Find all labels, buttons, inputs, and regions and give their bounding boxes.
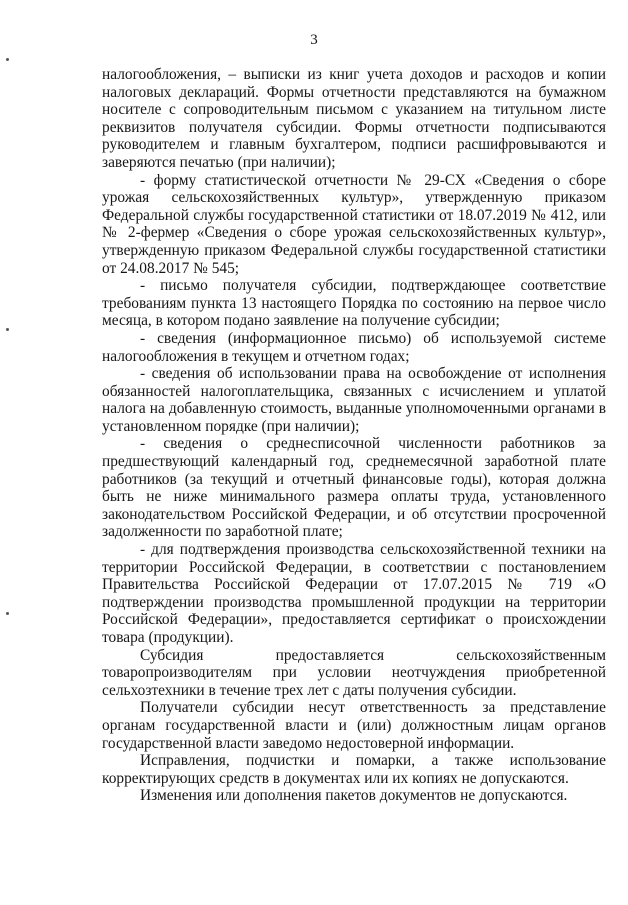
paragraph: - форму статистической отчетности № 29-СХ «Сведения о сборе урожая сельскохозяйственных культур», утвержденную приказом Федеральной службы государственной статистики от 18.07.2019 № 412, или № 2-фермер «Сведения о сборе урожая сельскохозяйственных культур», утвержденную приказом Федеральной службы государственной статистики от 24.08.2017 № 545;: [102, 171, 606, 277]
scan-speck: [6, 58, 9, 61]
paragraph: - сведения о среднесписочной численности работников за предшествующий календарный год, среднемесячной заработной плате работников (за текущий и отчетный финансовые годы), которая должна быть не ниже минимального размера оплаты труда, установленного законодательством Российской Федерации, и об отсутствии просроченной задолженности по заработной плате;: [102, 435, 606, 541]
paragraph: Изменения или дополнения пакетов документов не допускаются.: [140, 787, 568, 805]
paragraph: - для подтверждения производства сельскохозяйственной техники на территории Российской Федерации, в соответствии с постановлением Правительства Российской Федерации от 17.07.2015 № 719 «О подтверждении производства промышленной продукции на территории Российской Федерации», предоставляется сертификат о происхождении товара (продукции).: [102, 541, 606, 646]
paragraph: Исправления, подчистки и помарки, а также использование корректирующих средств в документах или их копиях не допускаются.: [102, 752, 606, 787]
page-number: 3: [310, 32, 318, 48]
paragraph: налогообложения, – выписки из книг учета доходов и расходов и копии налоговых деклараций. Формы отчетности представляются на бумажном носителе с сопроводительным письмом с указанием на титульном листе реквизитов получателя субсидии. Формы отчетности подписываются руководителем и главным бухгалтером, подписи расшифровываются и заверяются печатью (при наличии);: [102, 66, 606, 171]
paragraph: - сведения (информационное письмо) об используемой системе налогообложения в текущем и отчетном годах;: [102, 329, 606, 365]
paragraph: Получатели субсидии несут ответственность за представление органам государственной власти и (или) должностным лицам органов государственной власти заведомо недостоверной информации.: [102, 699, 606, 752]
paragraph: - сведения об использовании права на освобождение от исполнения обязанностей налогоплательщика, связанных с исчислением и уплатой налога на добавленную стоимость, выданные уполномоченными органами в установленном порядке (при наличии);: [102, 365, 606, 435]
paragraph: Субсидия предоставляется сельскохозяйственным товаропроизводителям при условии неотчуждения приобретенной сельхозтехники в течение трех лет с даты получения субсидии.: [102, 646, 606, 699]
scan-speck: [6, 328, 9, 331]
scan-speck: [6, 612, 9, 615]
document-body: [102, 66, 606, 805]
paragraph: - письмо получателя субсидии, подтверждающее соответствие требованиям пункта 13 настоящего Порядка по состоянию на первое число месяца, в котором подано заявление на получение субсидии;: [102, 277, 606, 330]
